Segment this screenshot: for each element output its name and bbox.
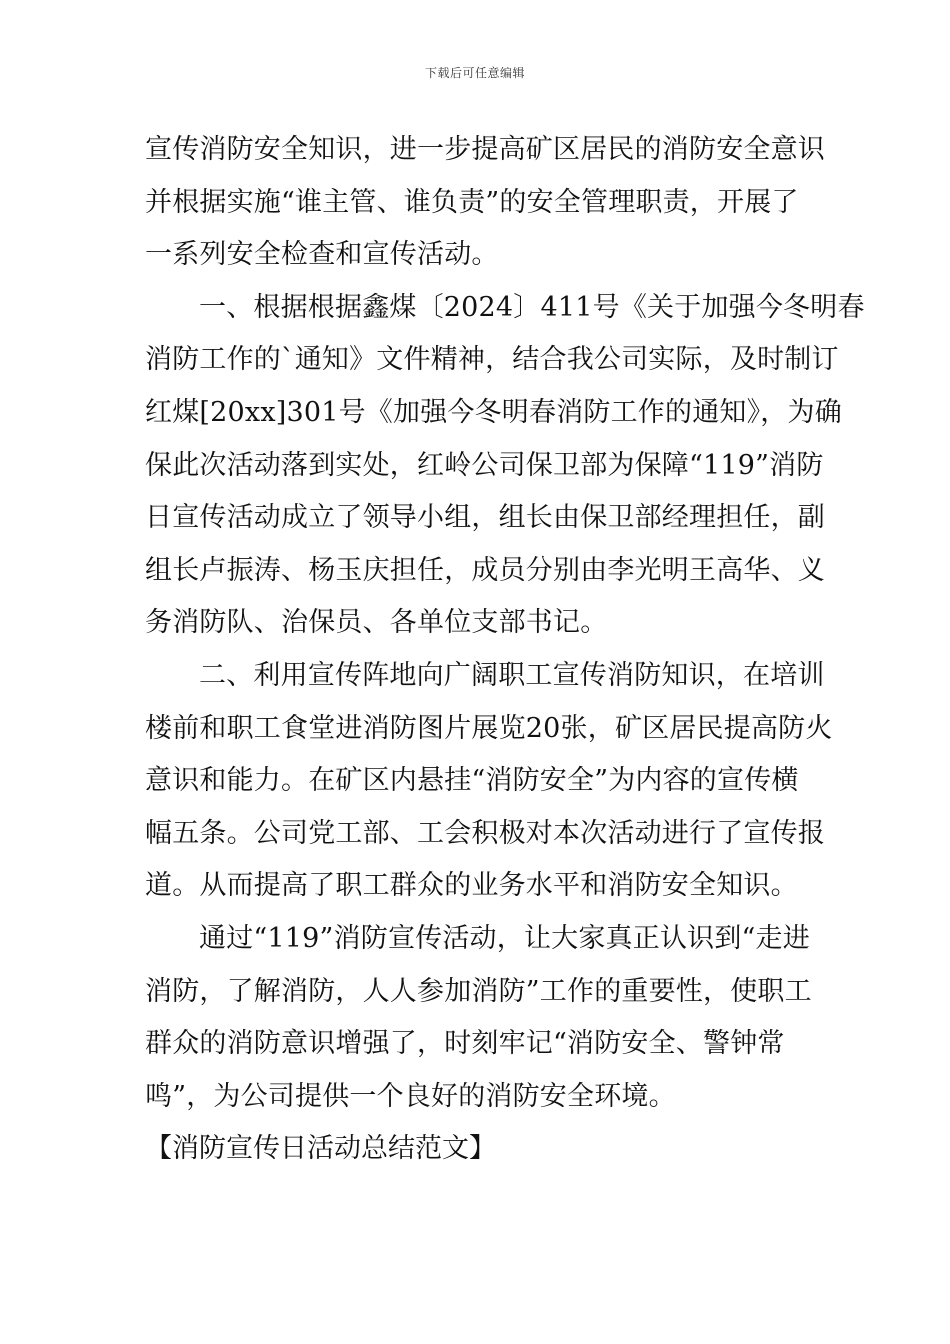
body-text bbox=[145, 124, 865, 1176]
paragraph-line: 一、根据根据鑫煤〔2024〕411号《关于加强今冬明春 bbox=[199, 291, 865, 323]
section-title: 【消防宣传日活动总结范文】 bbox=[145, 1133, 496, 1165]
paragraph-line: 日宣传活动成立了领导小组，组长由保卫部经理担任，副 bbox=[145, 502, 825, 534]
paragraph-1 bbox=[145, 124, 825, 282]
paragraph-line: 楼前和职工食堂进消防图片展览20张，矿区居民提高防火 bbox=[145, 712, 833, 744]
paragraph-line: 意识和能力。在矿区内悬挂“消防安全”为内容的宣传横 bbox=[145, 765, 799, 797]
paragraph-line: 一系列安全检查和宣传活动。 bbox=[145, 239, 499, 271]
paragraph-line: 并根据实施“谁主管、谁负责”的安全管理职责，开展了 bbox=[145, 186, 799, 218]
paragraph-line: 通过“119”消防宣传活动，让大家真正认识到“走进 bbox=[199, 922, 810, 954]
paragraph-line: 消防工作的`通知》文件精神，结合我公司实际，及时制订 bbox=[145, 344, 839, 376]
paragraph-line: 道。从而提高了职工群众的业务水平和消防安全知识。 bbox=[145, 870, 798, 902]
paragraph-line: 消防，了解消防，人人参加消防”工作的重要性，使职工 bbox=[145, 975, 812, 1007]
paragraph-line: 红煤[20xx]301号《加强今冬明春消防工作的通知》，为确 bbox=[145, 396, 842, 428]
paragraph-line: 组长卢振涛、杨玉庆担任，成员分别由李光明王高华、义 bbox=[145, 554, 825, 586]
paragraph-line: 二、利用宣传阵地向广阔职工宣传消防知识，在培训 bbox=[199, 659, 825, 691]
paragraph-line: 鸣”，为公司提供一个良好的消防安全环境。 bbox=[145, 1080, 676, 1112]
paragraph-line: 务消防队、治保员、各单位支部书记。 bbox=[145, 607, 608, 639]
paragraph-2 bbox=[145, 282, 865, 650]
header-note: 下载后可任意编辑 bbox=[424, 66, 525, 80]
paragraph-line: 群众的消防意识增强了，时刻牢记“消防安全、警钟常 bbox=[145, 1028, 785, 1060]
paragraph-3 bbox=[145, 650, 833, 913]
paragraph-line: 保此次活动落到实处，红岭公司保卫部为保障“119”消防 bbox=[145, 449, 824, 481]
paragraph-4 bbox=[145, 913, 812, 1123]
paragraph-line: 幅五条。公司党工部、工会积极对本次活动进行了宣传报 bbox=[145, 817, 825, 849]
paragraph-line: 宣传消防安全知识，进一步提高矿区居民的消防安全意识 bbox=[145, 134, 825, 165]
